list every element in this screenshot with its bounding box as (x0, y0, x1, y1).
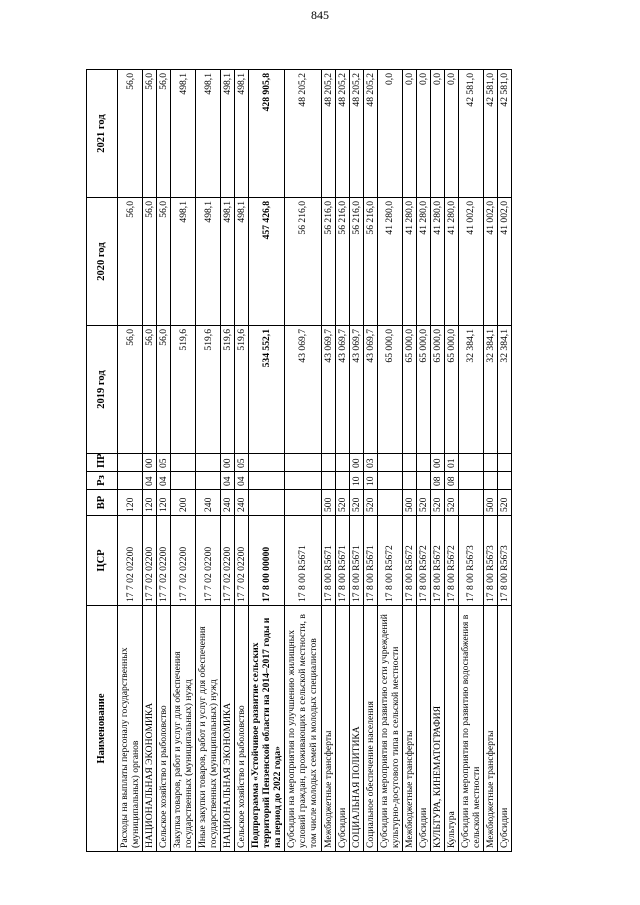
cell-2021: 42 581,0 (483, 70, 497, 198)
cell-pr (335, 454, 349, 472)
cell-2019: 519,6 (221, 326, 235, 454)
cell-2019: 534 552,1 (249, 326, 285, 454)
cell-vr: 120 (157, 490, 171, 516)
table-row (430, 70, 444, 852)
cell-rz (118, 472, 143, 490)
cell-vr (377, 490, 402, 516)
cell-2019: 43 069,7 (349, 326, 363, 454)
cell-2019: 519,6 (196, 326, 221, 454)
cell-2020: 498,1 (196, 198, 221, 326)
cell-2021: 42 581,0 (458, 70, 483, 198)
cell-2020: 41 280,0 (444, 198, 458, 326)
cell-rz (416, 472, 430, 490)
cell-2021: 42 581,0 (497, 70, 511, 198)
cell-2021: 0,0 (377, 70, 402, 198)
cell-2019: 56,0 (157, 326, 171, 454)
header-2020: 2020 год (87, 198, 118, 326)
table-row (118, 70, 143, 852)
table-row (402, 70, 416, 852)
cell-vr (458, 490, 483, 516)
cell-name: Иные закупки товаров, работ и услуг для обеспечения государственных (муниципальных) нужд (196, 606, 221, 852)
cell-pr: 03 (363, 454, 377, 472)
cell-rz (497, 472, 511, 490)
cell-pr (249, 454, 285, 472)
cell-2019: 43 069,7 (335, 326, 349, 454)
cell-vr: 240 (196, 490, 221, 516)
cell-vr: 240 (235, 490, 249, 516)
cell-2020: 56,0 (157, 198, 171, 326)
cell-name: Субсидии (497, 606, 511, 852)
cell-2019: 56,0 (118, 326, 143, 454)
table-body (118, 70, 512, 852)
header-2019: 2019 год (87, 326, 118, 454)
cell-2019: 519,6 (235, 326, 249, 454)
cell-2021: 48 205,2 (363, 70, 377, 198)
cell-2020: 56 216,0 (335, 198, 349, 326)
cell-csr: 17 8 00 R5673 (497, 516, 511, 606)
cell-2020: 498,1 (171, 198, 196, 326)
cell-rz (483, 472, 497, 490)
table-row (363, 70, 377, 852)
cell-rz: 10 (363, 472, 377, 490)
cell-2019: 43 069,7 (285, 326, 321, 454)
cell-rz (377, 472, 402, 490)
cell-vr: 520 (416, 490, 430, 516)
cell-vr: 500 (402, 490, 416, 516)
cell-2021: 48 205,2 (349, 70, 363, 198)
cell-rz: 10 (349, 472, 363, 490)
cell-rz: 04 (235, 472, 249, 490)
cell-2020: 56 216,0 (363, 198, 377, 326)
cell-2020: 498,1 (235, 198, 249, 326)
cell-vr: 120 (143, 490, 157, 516)
cell-2021: 498,1 (196, 70, 221, 198)
cell-pr: 00 (349, 454, 363, 472)
cell-rz (249, 472, 285, 490)
table-row (483, 70, 497, 852)
cell-vr: 520 (335, 490, 349, 516)
cell-pr: 05 (235, 454, 249, 472)
header-csr: ЦСР (87, 516, 118, 606)
cell-pr (402, 454, 416, 472)
budget-table-rotated (86, 70, 552, 852)
cell-2020: 41 280,0 (402, 198, 416, 326)
cell-name: СОЦИАЛЬНАЯ ПОЛИТИКА (349, 606, 363, 852)
cell-name: Культура (444, 606, 458, 852)
cell-vr: 240 (221, 490, 235, 516)
cell-2021: 0,0 (430, 70, 444, 198)
cell-rz (335, 472, 349, 490)
table-row (377, 70, 402, 852)
table-row (444, 70, 458, 852)
cell-csr: 17 8 00 R5671 (321, 516, 335, 606)
cell-2021: 498,1 (235, 70, 249, 198)
cell-csr: 17 8 00 R5672 (430, 516, 444, 606)
cell-2020: 56,0 (118, 198, 143, 326)
table-row (335, 70, 349, 852)
table-row (235, 70, 249, 852)
cell-name: Субсидии (416, 606, 430, 852)
cell-rz: 04 (143, 472, 157, 490)
table-header-row (87, 70, 118, 852)
cell-pr: 01 (444, 454, 458, 472)
cell-vr: 520 (349, 490, 363, 516)
cell-name: Межбюджетные трансферты (483, 606, 497, 852)
cell-rz: 04 (157, 472, 171, 490)
cell-name: НАЦИОНАЛЬНАЯ ЭКОНОМИКА (143, 606, 157, 852)
header-name: Наименование (87, 606, 118, 852)
table-row (349, 70, 363, 852)
table-row (497, 70, 511, 852)
cell-name: Расходы на выплаты персоналу государственных (муниципальных) органов (118, 606, 143, 852)
cell-csr: 17 8 00 R5671 (285, 516, 321, 606)
cell-csr: 17 8 00 R5673 (483, 516, 497, 606)
cell-csr: 17 7 02 02200 (171, 516, 196, 606)
cell-name: Субсидии (335, 606, 349, 852)
cell-2021: 48 205,2 (335, 70, 349, 198)
cell-2021: 0,0 (416, 70, 430, 198)
cell-2019: 65 000,0 (377, 326, 402, 454)
cell-csr: 17 7 02 02200 (196, 516, 221, 606)
cell-vr: 520 (497, 490, 511, 516)
cell-2020: 56 216,0 (349, 198, 363, 326)
cell-2020: 41 280,0 (416, 198, 430, 326)
cell-pr (196, 454, 221, 472)
cell-vr: 200 (171, 490, 196, 516)
cell-2019: 32 384,1 (458, 326, 483, 454)
table-row (171, 70, 196, 852)
cell-csr: 17 8 00 R5672 (416, 516, 430, 606)
cell-name: НАЦИОНАЛЬНАЯ ЭКОНОМИКА (221, 606, 235, 852)
cell-name: Межбюджетные трансферты (402, 606, 416, 852)
cell-csr: 17 7 02 02200 (118, 516, 143, 606)
cell-2020: 41 280,0 (377, 198, 402, 326)
cell-vr: 500 (483, 490, 497, 516)
cell-name: Субсидии на мероприятия по развитию водоснабжения в сельской местности (458, 606, 483, 852)
cell-pr (118, 454, 143, 472)
cell-name: Сельское хозяйство и рыболовство (235, 606, 249, 852)
cell-2019: 43 069,7 (363, 326, 377, 454)
cell-rz (402, 472, 416, 490)
cell-2021: 0,0 (402, 70, 416, 198)
cell-2019: 65 000,0 (430, 326, 444, 454)
cell-pr: 00 (221, 454, 235, 472)
cell-vr (249, 490, 285, 516)
cell-csr: 17 7 02 02200 (221, 516, 235, 606)
cell-2020: 41 002,0 (483, 198, 497, 326)
cell-vr (285, 490, 321, 516)
cell-name: Закупка товаров, работ и услуг для обеспечения государственных (муниципальных) нужд (171, 606, 196, 852)
budget-table (86, 69, 512, 852)
cell-csr: 17 7 02 02200 (143, 516, 157, 606)
cell-vr: 500 (321, 490, 335, 516)
cell-csr: 17 8 00 R5673 (458, 516, 483, 606)
table-row (157, 70, 171, 852)
cell-2020: 41 280,0 (430, 198, 444, 326)
cell-vr: 520 (363, 490, 377, 516)
table-row (321, 70, 335, 852)
table-row (249, 70, 285, 852)
cell-name: Межбюджетные трансферты (321, 606, 335, 852)
cell-pr (377, 454, 402, 472)
cell-name: КУЛЬТУРА, КИНЕМАТОГРАФИЯ (430, 606, 444, 852)
cell-csr: 17 7 02 02200 (157, 516, 171, 606)
cell-2021: 48 205,2 (285, 70, 321, 198)
table-row (458, 70, 483, 852)
cell-pr (483, 454, 497, 472)
cell-2021: 56,0 (143, 70, 157, 198)
cell-pr: 05 (157, 454, 171, 472)
cell-2021: 498,1 (171, 70, 196, 198)
cell-2021: 428 905,8 (249, 70, 285, 198)
cell-csr: 17 8 00 R5672 (444, 516, 458, 606)
cell-rz: 04 (221, 472, 235, 490)
cell-rz: 08 (430, 472, 444, 490)
header-pr: ПР (87, 454, 118, 472)
cell-pr (416, 454, 430, 472)
cell-pr: 00 (143, 454, 157, 472)
cell-vr: 520 (444, 490, 458, 516)
cell-csr: 17 8 00 00000 (249, 516, 285, 606)
table-row (285, 70, 321, 852)
cell-name: Подпрограмма «Устойчивое развитие сельских территорий Пензенской области на 2014–2017 годы и на период до 2022 года» (249, 606, 285, 852)
cell-csr: 17 8 00 R5671 (349, 516, 363, 606)
cell-rz (321, 472, 335, 490)
table-row (221, 70, 235, 852)
cell-rz (196, 472, 221, 490)
cell-2021: 48 205,2 (321, 70, 335, 198)
cell-rz (171, 472, 196, 490)
table-row (416, 70, 430, 852)
cell-pr: 00 (430, 454, 444, 472)
cell-name: Субсидии на мероприятия по улучшению жилищных условий граждан, проживающих в сельской местности, в том числе молодых семей и молодых специалистов (285, 606, 321, 852)
cell-2019: 519,6 (171, 326, 196, 454)
cell-csr: 17 8 00 R5672 (377, 516, 402, 606)
cell-csr: 17 8 00 R5671 (363, 516, 377, 606)
cell-csr: 17 7 02 02200 (235, 516, 249, 606)
cell-rz (458, 472, 483, 490)
cell-2020: 41 002,0 (497, 198, 511, 326)
cell-pr (285, 454, 321, 472)
cell-2020: 56 216,0 (321, 198, 335, 326)
cell-2020: 498,1 (221, 198, 235, 326)
page-number: 845 (311, 8, 329, 22)
cell-2019: 43 069,7 (321, 326, 335, 454)
header-2021: 2021 год (87, 70, 118, 198)
cell-2021: 56,0 (157, 70, 171, 198)
cell-pr (171, 454, 196, 472)
cell-2020: 56 216,0 (285, 198, 321, 326)
cell-2019: 65 000,0 (402, 326, 416, 454)
cell-2020: 56,0 (143, 198, 157, 326)
cell-csr: 17 8 00 R5672 (402, 516, 416, 606)
cell-2020: 457 426,8 (249, 198, 285, 326)
cell-2020: 41 002,0 (458, 198, 483, 326)
cell-2019: 32 384,1 (497, 326, 511, 454)
cell-pr (497, 454, 511, 472)
cell-name: Сельское хозяйство и рыболовство (157, 606, 171, 852)
cell-rz (285, 472, 321, 490)
cell-2019: 65 000,0 (444, 326, 458, 454)
cell-name: Субсидии на мероприятия по развитию сети учреждений культурно-досугового типа в сельской местности (377, 606, 402, 852)
cell-vr: 520 (430, 490, 444, 516)
cell-2019: 56,0 (143, 326, 157, 454)
cell-name: Социальное обеспечение населения (363, 606, 377, 852)
header-rz: Рз (87, 472, 118, 490)
cell-2019: 65 000,0 (416, 326, 430, 454)
cell-rz: 08 (444, 472, 458, 490)
cell-2021: 0,0 (444, 70, 458, 198)
cell-pr (321, 454, 335, 472)
cell-pr (458, 454, 483, 472)
header-vr: ВР (87, 490, 118, 516)
cell-2021: 56,0 (118, 70, 143, 198)
cell-csr: 17 8 00 R5671 (335, 516, 349, 606)
cell-2021: 498,1 (221, 70, 235, 198)
table-row (196, 70, 221, 852)
cell-2019: 32 384,1 (483, 326, 497, 454)
table-row (143, 70, 157, 852)
cell-vr: 120 (118, 490, 143, 516)
